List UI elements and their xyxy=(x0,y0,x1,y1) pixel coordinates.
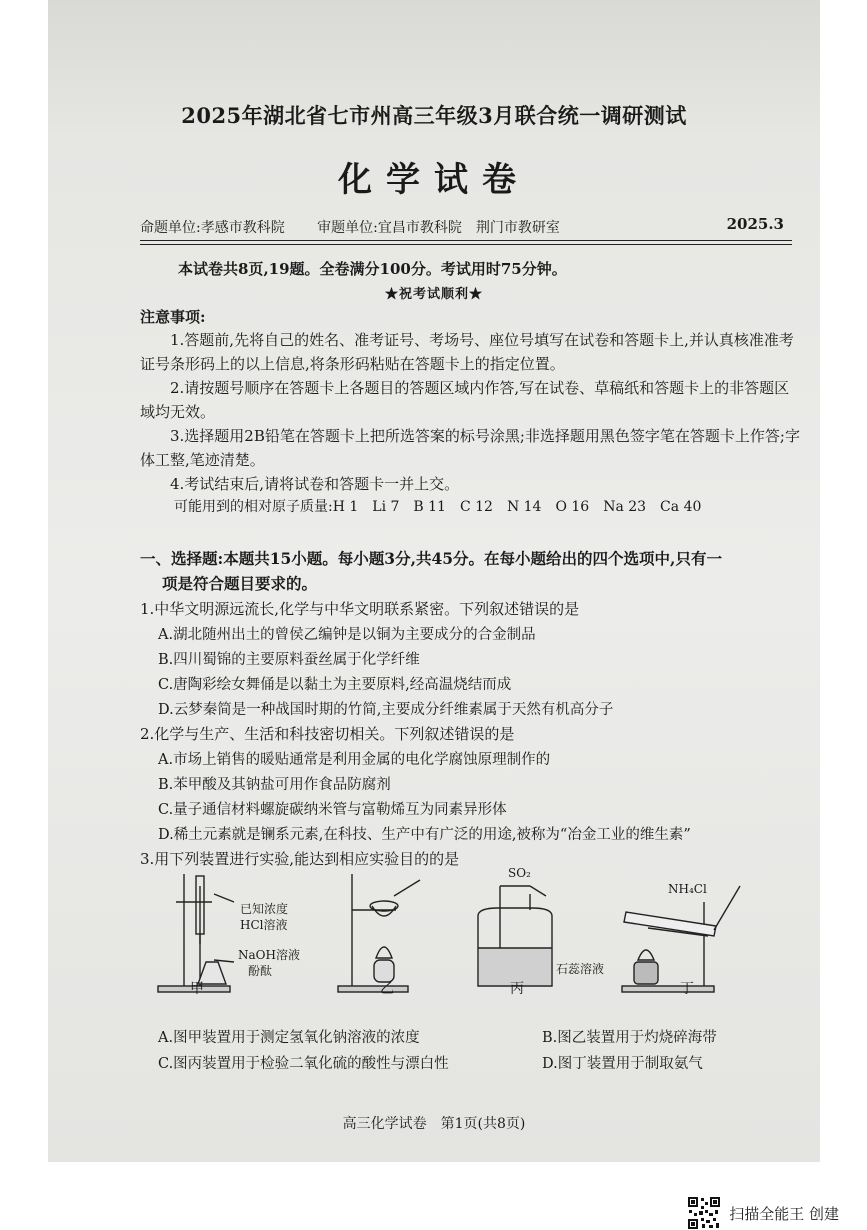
exam-intro: 本试卷共8页,19题。全卷满分100分。考试用时75分钟。 xyxy=(178,260,567,278)
apparatus-yi xyxy=(338,874,420,992)
fig-caption-bing: 丙 xyxy=(510,981,524,997)
apparatus-bing xyxy=(478,886,552,986)
exam-date: 2025.3 xyxy=(726,215,784,233)
fig-caption-ding: 丁 xyxy=(680,981,694,997)
q3-stem: 3.用下列装置进行实验,能达到相应实验目的的是 xyxy=(140,850,460,868)
notice-title: 注意事项: xyxy=(140,308,206,326)
header-rule xyxy=(140,240,792,241)
q2-stem: 2.化学与生产、生活和科技密切相关。下列叙述错误的是 xyxy=(140,725,515,743)
section-line-1: 一、选择题:本题共15小题。每小题3分,共45分。在每小题给出的四个选项中,只有一 xyxy=(140,549,722,568)
fig-caption-jia: 甲 xyxy=(190,981,204,997)
fig-caption-yi: 乙 xyxy=(380,981,394,997)
qr-code-icon xyxy=(687,1196,721,1230)
q2-option-c: C.量子通信材料螺旋碳纳米管与富勒烯互为同素异形体 xyxy=(158,802,507,818)
q2-option-d: D.稀土元素就是镧系元素,在科技、生产中有广泛的用途,被称为“冶金工业的维生素” xyxy=(158,827,691,843)
q1-option-c: C.唐陶彩绘女舞俑是以黏土为主要原料,经高温烧结而成 xyxy=(158,677,512,693)
notice-item-1: 1.答题前,先将自己的姓名、准考证号、考场号、座位号填写在试卷和答题卡上,并认真核准准考证号条形码上的以上信息,将条形码粘贴在答题卡上的指定位置。 xyxy=(140,331,794,373)
q3-option-b: B.图乙装置用于灼烧碎海带 xyxy=(542,1030,717,1046)
section-line-2: 项是符合题目要求的。 xyxy=(162,574,318,593)
q2-option-a: A.市场上销售的暖贴通常是利用金属的电化学腐蚀原理制作的 xyxy=(158,752,551,768)
scanner-watermark xyxy=(687,1196,839,1230)
ding-label-nh4cl: NH₄Cl xyxy=(668,882,707,896)
apparatus-jia xyxy=(158,874,234,992)
jia-label-naoh: NaOH溶液 xyxy=(238,948,300,962)
notice-item-4: 4.考试结束后,请将试卷和答题卡一并上交。 xyxy=(170,475,460,493)
q1-stem: 1.中华文明源远流长,化学与中华文明联系紧密。下列叙述错误的是 xyxy=(140,600,580,618)
q1-option-b: B.四川蜀锦的主要原料蚕丝属于化学纤维 xyxy=(158,652,420,668)
notice-item-2: 2.请按题号顺序在答题卡上各题目的答题区域内作答,写在试卷、草稿纸和答题卡上的非答题区域均无效。 xyxy=(140,379,790,421)
jia-label-phenol: 酚酞 xyxy=(248,964,273,978)
exam-title: 2025年湖北省七市州高三年级3月联合统一调研测试 xyxy=(181,103,687,128)
page-footer: 高三化学试卷 第1页(共8页) xyxy=(342,1116,526,1132)
jia-label-hcl: HCl溶液 xyxy=(240,918,288,932)
setter-units xyxy=(140,217,588,237)
exam-page xyxy=(48,0,820,1162)
q3-apparatus-figures xyxy=(148,866,808,996)
q2-option-b: B.苯甲酸及其钠盐可用作食品防腐剂 xyxy=(158,777,391,793)
q1-option-d: D.云梦秦简是一种战国时期的竹简,主要成分纤维素属于天然有机高分子 xyxy=(158,702,614,718)
apparatus-ding xyxy=(622,886,740,992)
header-rule-thin xyxy=(140,244,792,245)
q1-option-a: A.湖北随州出土的曾侯乙编钟是以铜为主要成分的合金制品 xyxy=(158,627,536,643)
notice-item-3: 3.选择题用2B铅笔在答题卡上把所选答案的标号涂黑;非选择题用黑色签字笔在答题卡上作答;字体工整,笔迹清楚。 xyxy=(140,427,800,469)
jia-label-concentration: 已知浓度 xyxy=(240,902,289,916)
good-luck: ★祝考试顺利★ xyxy=(384,287,483,302)
q3-option-c: C.图丙装置用于检验二氧化硫的酸性与漂白性 xyxy=(158,1056,449,1072)
q3-option-a: A.图甲装置用于测定氢氧化钠溶液的浓度 xyxy=(158,1030,420,1046)
watermark-text: 扫描全能王 创建 xyxy=(729,1204,839,1223)
reviewer-unit: 审题单位:宜昌市教科院 荆门市教研室 xyxy=(317,220,560,236)
subject-title: 化学试卷 xyxy=(338,160,530,200)
bing-label-gas: SO₂ xyxy=(508,866,531,880)
atomic-masses: 可能用到的相对原子质量:H 1 Li 7 B 11 C 12 N 14 O 16 Na 23 Ca 40 xyxy=(174,499,702,515)
q3-option-d: D.图丁装置用于制取氨气 xyxy=(542,1056,703,1072)
setter-unit: 命题单位:孝感市教科院 xyxy=(140,220,285,236)
section-heading xyxy=(140,546,800,596)
bing-label-litmus: 石蕊溶液 xyxy=(556,962,605,976)
